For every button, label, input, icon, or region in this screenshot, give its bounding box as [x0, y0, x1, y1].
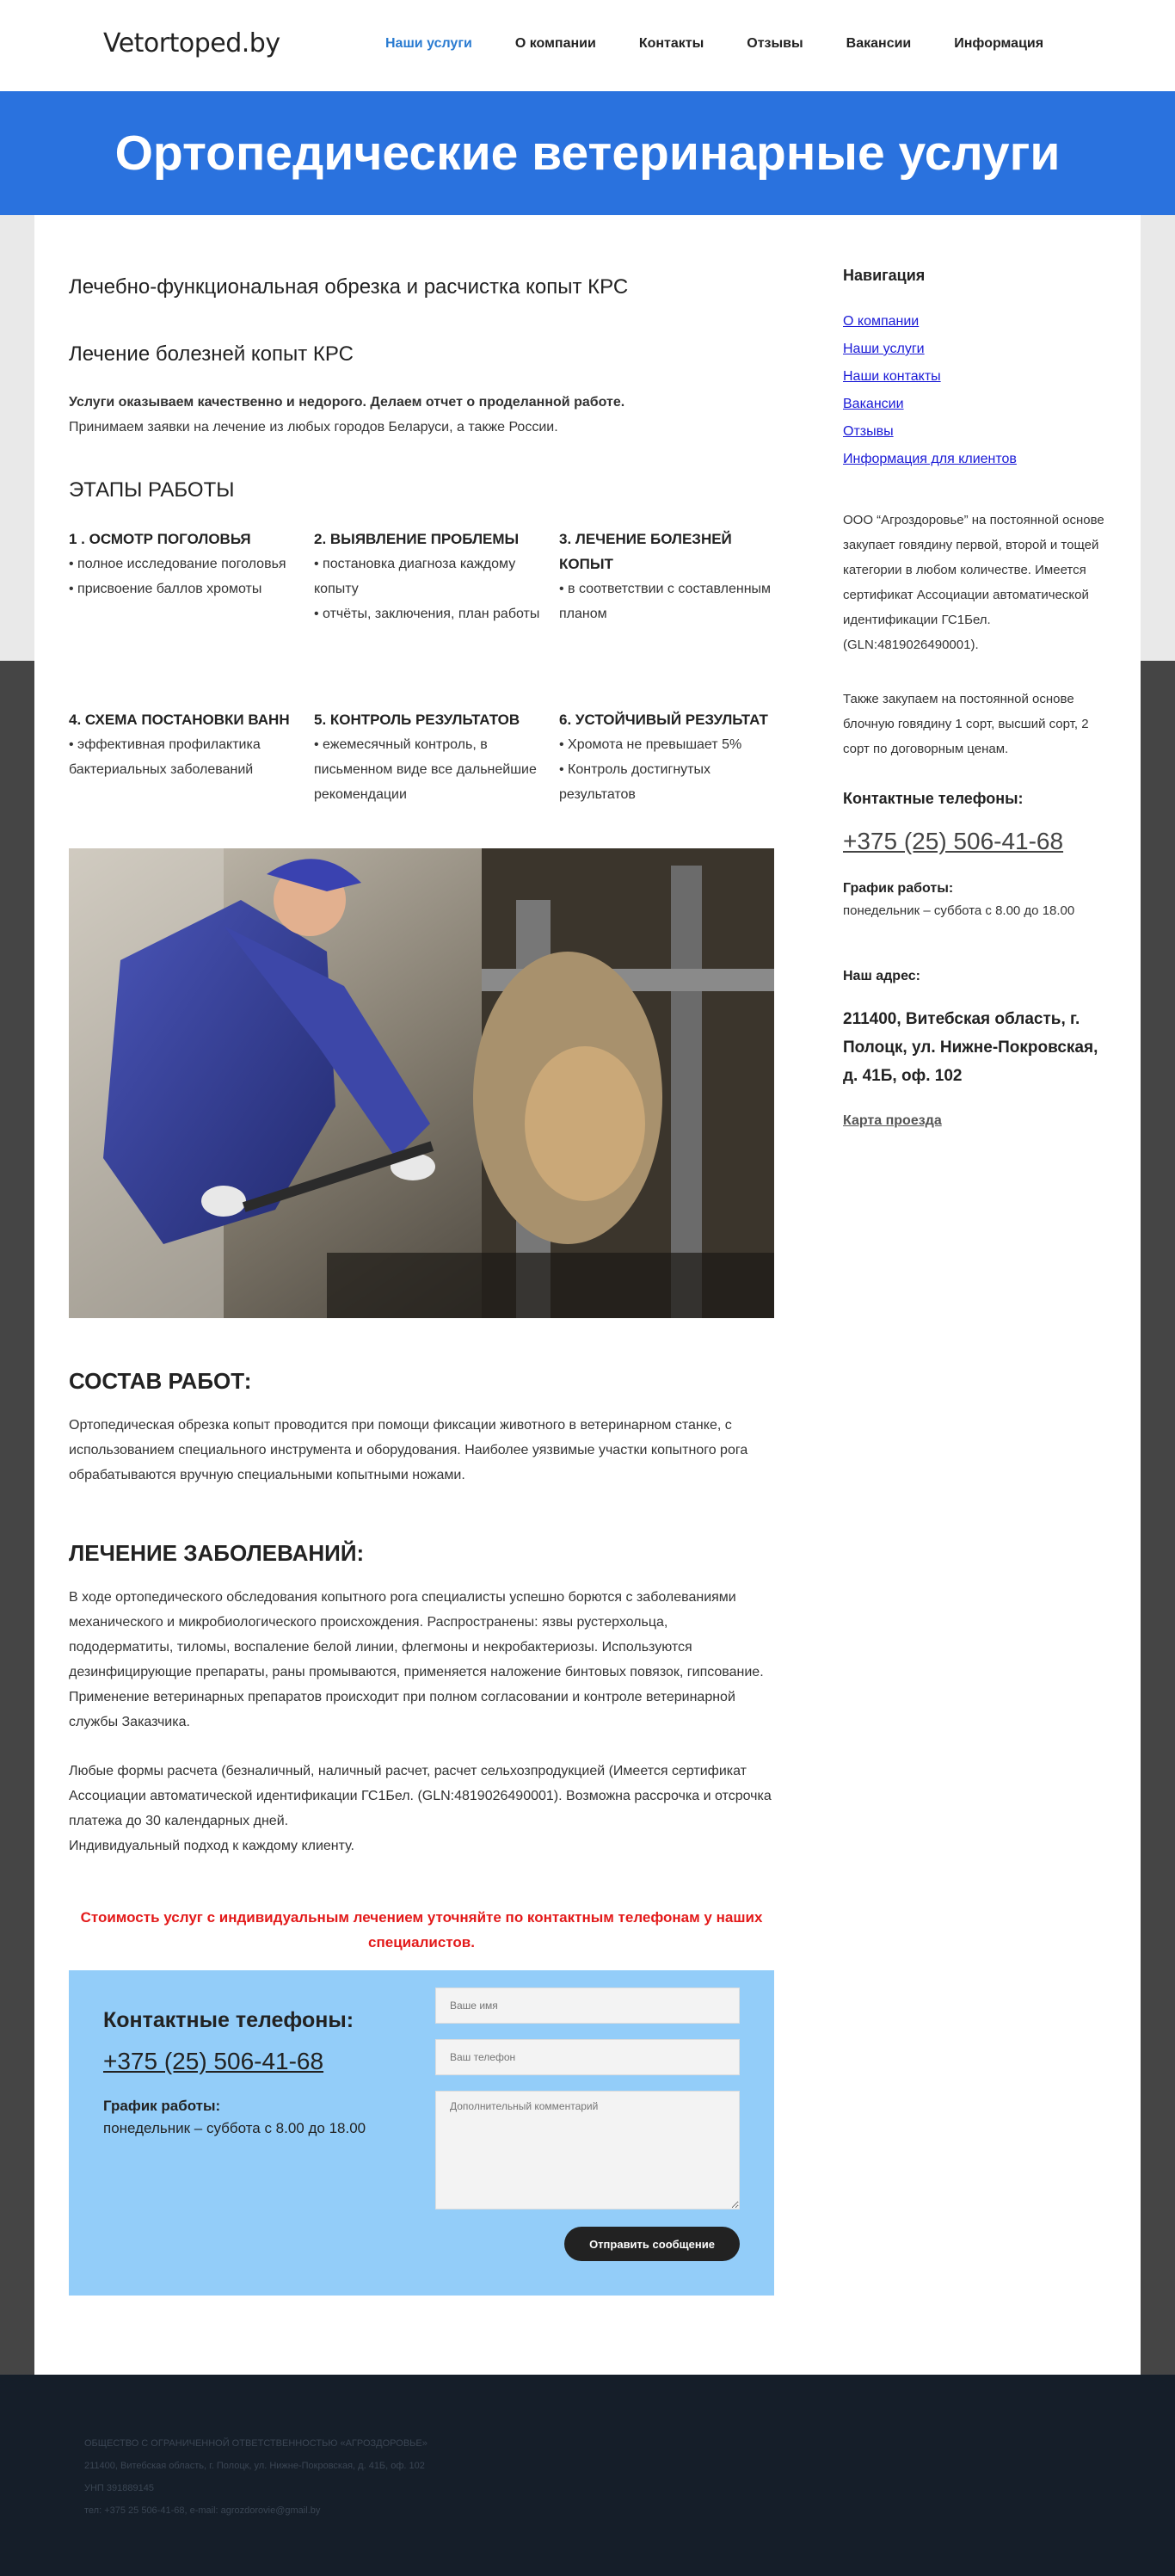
- nav-item-info[interactable]: Информация: [954, 36, 1044, 51]
- sidebar-schedule-title: График работы:: [843, 881, 954, 896]
- steps-row-1: [69, 527, 774, 626]
- sidebar-nav-title: Навигация: [843, 267, 926, 284]
- step-3: [559, 527, 774, 626]
- schedule-title: График работы:: [103, 2098, 221, 2114]
- main-nav: [385, 36, 1043, 52]
- step-item: • отчёты, заключения, план работы: [314, 607, 540, 621]
- map-link[interactable]: Карта проезда: [843, 1113, 942, 1128]
- top-header: [0, 0, 1175, 91]
- step-title: 4. СХЕМА ПОСТАНОВКИ ВАНН: [69, 712, 290, 728]
- contact-title: Контактные телефоны:: [103, 2008, 354, 2032]
- step-item: • присвоение баллов хромоты: [69, 582, 262, 596]
- name-input[interactable]: [435, 1987, 740, 2024]
- step-title: 3. ЛЕЧЕНИЕ БОЛЕЗНЕЙ КОПЫТ: [559, 531, 732, 572]
- site-logo[interactable]: Vetortoped.by: [103, 28, 280, 59]
- intro-text: Принимаем заявки на лечение из любых городов Беларуси, а также России.: [69, 420, 558, 434]
- nav-item-services[interactable]: Наши услуги: [385, 36, 472, 51]
- sidebar-link-services[interactable]: Наши услуги: [843, 342, 925, 356]
- step-item: • Контроль достигнутых результатов: [559, 762, 711, 802]
- sidebar-link-client-info[interactable]: Информация для клиентов: [843, 452, 1017, 466]
- contact-form-block: [69, 1970, 774, 2296]
- composition-heading: СОСТАВ РАБОТ:: [69, 1368, 252, 1394]
- step-item: • эффективная профилактика бактериальных заболеваний: [69, 737, 261, 777]
- step-item: • Хромота не превышает 5%: [559, 737, 742, 752]
- sidebar-address-title: Наш адрес:: [843, 969, 920, 983]
- footer: [0, 2375, 1175, 2576]
- contact-phone[interactable]: +375 (25) 506-41-68: [103, 2048, 324, 2074]
- sidebar-phones-title: Контактные телефоны:: [843, 790, 1024, 807]
- payment-text: Любые формы расчета (безналичный, наличный расчет, расчет сельхозпродукцией (Имеется сертификат Ассоциации автоматической идентификации ГС1Бел. (GLN:4819026490001). Возможна рассрочка и отсрочка платежа до 30 календарных дней.: [69, 1764, 772, 1828]
- sidebar-phone[interactable]: +375 (25) 506-41-68: [843, 828, 1064, 854]
- step-title: 6. УСТОЙЧИВЫЙ РЕЗУЛЬТАТ: [559, 712, 768, 728]
- treatment-heading: Лечение болезней копыт КРС: [69, 342, 354, 366]
- step-5: [314, 707, 559, 807]
- step-title: 5. КОНТРОЛЬ РЕЗУЛЬТАТОВ: [314, 712, 520, 728]
- sidebar-address: 211400, Витебская область, г. Полоцк, ул. Нижне-Покровская, д. 41Б, оф. 102: [843, 1010, 1098, 1085]
- nav-item-contacts[interactable]: Контакты: [638, 36, 704, 51]
- step-4: [69, 707, 314, 807]
- footer-address: 211400, Витебская область, г. Полоцк, ул. Нижне-Покровская, д. 41Б, оф. 102: [84, 2461, 425, 2471]
- intro-bold-text: Услуги оказываем качественно и недорого. Делаем отчет о проделанной работе.: [69, 395, 625, 410]
- price-note: Стоимость услуг с индивидуальным лечением уточняйте по контактным телефонам у наших специалистов.: [80, 1909, 763, 1950]
- step-title: 2. ВЫЯВЛЕНИЕ ПРОБЛЕМЫ: [314, 531, 520, 547]
- step-item: • ежемесячный контроль, в письменном виде все дальнейшие рекомендации: [314, 737, 537, 802]
- sidebar-purchase-text: ООО “Агроздоровье” на постоянной основе закупает говядину первой, второй и тощей категории в любом количестве. Имеется сертификат Ассоциации автоматической идентификации ГС1Бел. (GLN:4819026490001).: [843, 513, 1104, 652]
- service-heading: Лечебно-функциональная обрезка и расчистка копыт КРС: [69, 275, 629, 299]
- sidebar-links: [843, 308, 1017, 473]
- footer-unp: УНП 391889145: [84, 2483, 154, 2493]
- footer-company: ОБЩЕСТВО С ОГРАНИЧЕННОЙ ОТВЕТСТВЕННОСТЬЮ «АГРОЗДОРОВЬЕ»: [84, 2438, 428, 2449]
- sidebar-link-reviews[interactable]: Отзывы: [843, 424, 894, 439]
- nav-item-about[interactable]: О компании: [514, 36, 596, 51]
- sidebar-purchase-text-2: Также закупаем на постоянной основе блочную говядину 1 сорт, высший сорт, 2 сорт по договорным ценам.: [843, 692, 1089, 756]
- hoof-trimming-photo: [69, 848, 774, 1318]
- composition-text: Ортопедическая обрезка копыт проводится при помощи фиксации животного в ветеринарном станке, с использованием специального инструмента и оборудования. Наиболее уязвимые участки копытного рога обрабатываются вручную специальными копытными ножами.: [69, 1418, 748, 1482]
- nav-item-reviews[interactable]: Отзывы: [747, 36, 803, 51]
- step-item: • постановка диагноза каждому копыту: [314, 557, 516, 596]
- sidebar-link-vacancies[interactable]: Вакансии: [843, 397, 904, 411]
- individual-approach-text: Индивидуальный подход к каждому клиенту.: [69, 1839, 354, 1853]
- sidebar-link-contacts[interactable]: Наши контакты: [843, 369, 941, 384]
- treatment-diseases-text: В ходе ортопедического обследования копытного рога специалисты успешно борются с заболеваниями механического и микробиологического происхождения. Распространены: язвы рустерхольца, пододерматиты, тиломы, воспаление белой линии, флегмоны и некробактериозы. Используются дезинфицирующие препараты, раны промываются, применяется наложение бинтовых повязок, гипсование. Применение ветеринарных препаратов происходит при полном согласовании и контроле ветеринарной службы Заказчика.: [69, 1590, 764, 1729]
- hero-banner: [0, 91, 1175, 215]
- send-message-button[interactable]: Отправить сообщение: [564, 2227, 740, 2261]
- schedule-text: понедельник – суббота с 8.00 до 18.00: [103, 2120, 366, 2136]
- treatment-diseases-heading: ЛЕЧЕНИЕ ЗАБОЛЕВАНИЙ:: [69, 1540, 365, 1566]
- nav-item-vacancies[interactable]: Вакансии: [846, 36, 912, 51]
- footer-contacts: тел: +375 25 506-41-68, e-mail: agrozdorovie@gmail.by: [84, 2505, 321, 2516]
- photo-illustration: [69, 848, 774, 1318]
- step-item: • в соответствии с составленным планом: [559, 582, 772, 621]
- step-1: [69, 527, 314, 626]
- hero-title: Ортопедические ветеринарные услуги: [114, 126, 1061, 181]
- sidebar-link-about[interactable]: О компании: [843, 314, 920, 329]
- steps-row-2: [69, 707, 774, 807]
- step-6: [559, 707, 774, 807]
- step-title: 1 . ОСМОТР ПОГОЛОВЬЯ: [69, 531, 251, 547]
- sidebar-schedule: понедельник – суббота с 8.00 до 18.00: [843, 903, 1075, 918]
- step-2: [314, 527, 559, 626]
- comment-textarea[interactable]: [435, 2091, 740, 2209]
- stages-heading: ЭТАПЫ РАБОТЫ: [69, 478, 235, 502]
- step-item: • полное исследование поголовья: [69, 557, 286, 571]
- phone-input[interactable]: [435, 2039, 740, 2075]
